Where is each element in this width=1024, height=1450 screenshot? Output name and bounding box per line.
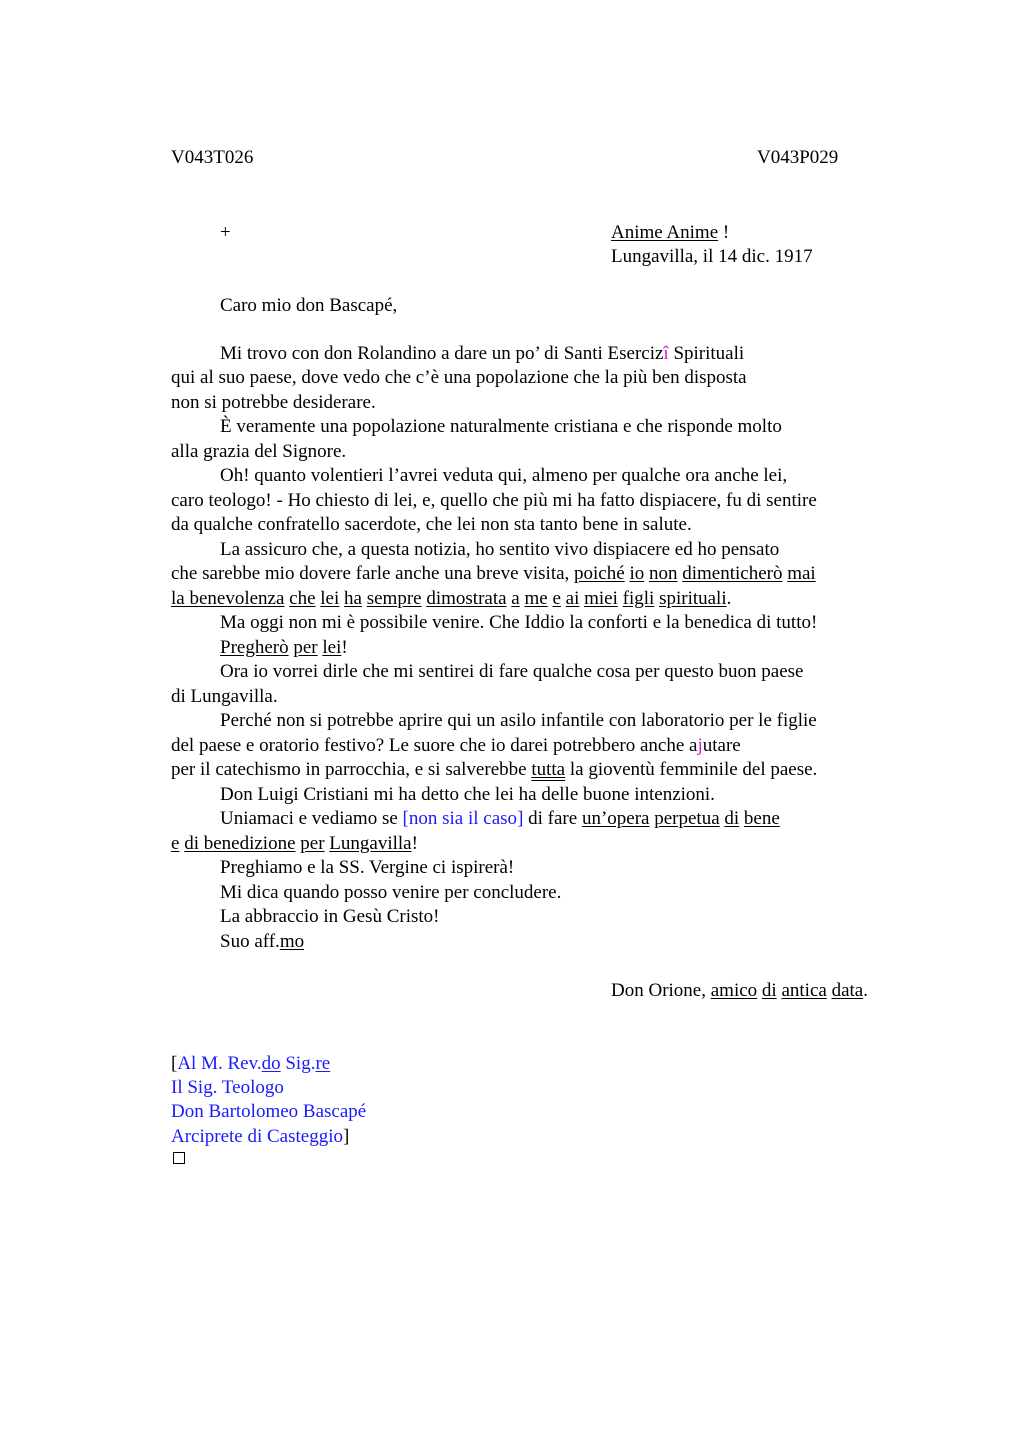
body-line: la benevolenza che lei ha sempre dimostrata a me e ai miei figli spirituali. bbox=[171, 588, 732, 609]
body-line: alla grazia del Signore. bbox=[171, 441, 347, 462]
body-line: La abbraccio in Gesù Cristo! bbox=[220, 906, 440, 927]
address-line: Don Bartolomeo Bascapé bbox=[171, 1101, 367, 1122]
editorial-mark: j bbox=[697, 735, 703, 756]
editorial-insertion: non sia il caso bbox=[408, 808, 518, 829]
body-line: per il catechismo in parrocchia, e si salverebbe tutta la gioventù femminile del paese. bbox=[171, 759, 818, 780]
address-line: Il Sig. Teologo bbox=[171, 1077, 284, 1098]
body-line: Mi trovo con don Rolandino a dare un po’ di Santi Esercizî Spirituali bbox=[220, 343, 745, 364]
editorial-mark: î bbox=[663, 343, 669, 364]
motto bbox=[611, 221, 729, 245]
motto-mark: ! bbox=[718, 222, 730, 243]
body-line: che sarebbe mio dovere farle anche una breve visita, poiché io non dimenticherò mai bbox=[171, 563, 816, 584]
salutation: Caro mio don Bascapé, bbox=[220, 295, 398, 316]
body-line: Ma oggi non mi è possibile venire. Che Iddio la conforti e la benedica di tutto! bbox=[220, 612, 818, 633]
closing: Suo aff.mo bbox=[220, 931, 305, 952]
cross-mark: + bbox=[220, 222, 231, 243]
body-line: di Lungavilla. bbox=[171, 686, 278, 707]
address-line: Arciprete di Casteggio] bbox=[171, 1126, 350, 1147]
body-line: Perché non si potrebbe aprire qui un asilo infantile con laboratorio per le figlie bbox=[220, 710, 817, 731]
body-line: del paese e oratorio festivo? Le suore che io darei potrebbero anche ajutare bbox=[171, 735, 741, 756]
body-line: non si potrebbe desiderare. bbox=[171, 392, 376, 413]
document-code-right: V043P029 bbox=[757, 147, 839, 168]
body-line: Mi dica quando posso venire per concludere. bbox=[220, 882, 562, 903]
body-line: La assicuro che, a questa notizia, ho sentito vivo dispiacere ed ho pensato bbox=[220, 539, 780, 560]
body-line: È veramente una popolazione naturalmente cristiana e che risponde molto bbox=[220, 416, 782, 437]
body-line: Ora io vorrei dirle che mi sentirei di fare qualche cosa per questo buon paese bbox=[220, 661, 804, 682]
address-line: [Al M. Rev.do Sig.re bbox=[171, 1053, 331, 1074]
document-code-left: V043T026 bbox=[171, 147, 254, 168]
checkbox-square-icon bbox=[173, 1152, 185, 1164]
place-date: Lungavilla, il 14 dic. 1917 bbox=[611, 246, 813, 267]
motto-text: Anime Anime bbox=[611, 222, 719, 243]
body-line: Oh! quanto volentieri l’avrei veduta qui, almeno per qualche ora anche lei, bbox=[220, 465, 788, 486]
body-line: qui al suo paese, dove vedo che c’è una popolazione che la più ben disposta bbox=[171, 367, 747, 388]
body-line: Don Luigi Cristiani mi ha detto che lei ha delle buone intenzioni. bbox=[220, 784, 715, 805]
body-line: Uniamaci e vediamo se [non sia il caso] di fare un’opera perpetua di bene bbox=[220, 808, 780, 829]
body-line: da qualche confratello sacerdote, che lei non sta tanto bene in salute. bbox=[171, 514, 692, 535]
body-line: caro teologo! - Ho chiesto di lei, e, quello che più mi ha fatto dispiacere, fu di sentire bbox=[171, 490, 817, 511]
signature: Don Orione, amico di antica data. bbox=[611, 980, 868, 1001]
body-line: Pregherò per lei! bbox=[220, 637, 348, 658]
body-line: e di benedizione per Lungavilla! bbox=[171, 833, 418, 854]
body-line: Preghiamo e la SS. Vergine ci ispirerà! bbox=[220, 857, 515, 878]
